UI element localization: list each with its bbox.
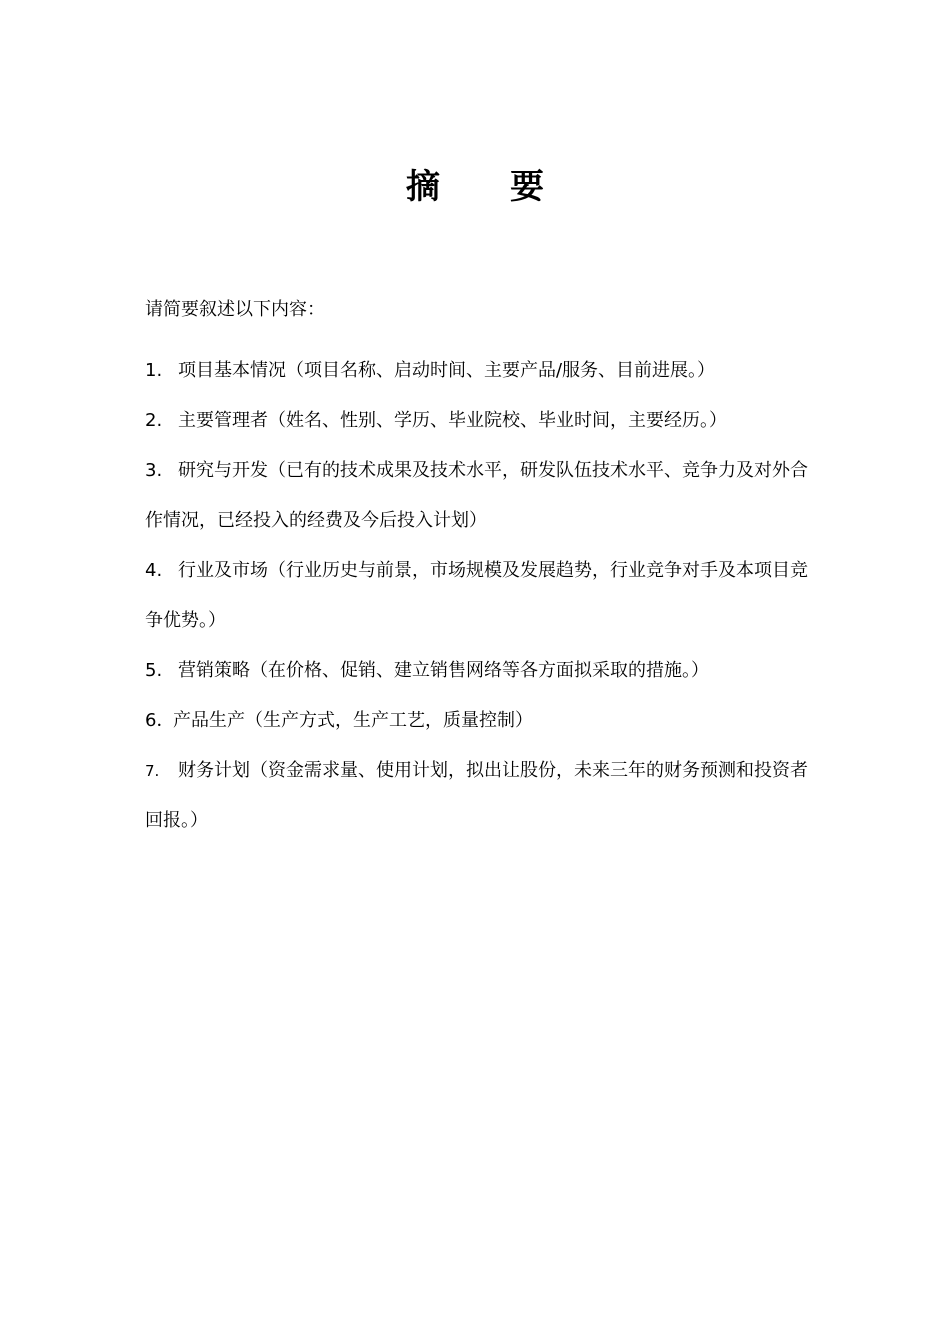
item-number: 5. — [145, 660, 163, 681]
item-text: 主要管理者（姓名、性别、学历、毕业院校、毕业时间，主要经历。） — [178, 410, 727, 431]
item-number: 7. — [145, 762, 160, 780]
item-text: 营销策略（在价格、促销、建立销售网络等各方面拟采取的措施。） — [178, 660, 709, 681]
title-char-1: 摘 — [406, 166, 440, 207]
item-text: 项目基本情况（项目名称、启动时间、主要产品/服务、目前进展。） — [178, 360, 716, 381]
item-text: 产品生产（生产方式，生产工艺，质量控制） — [173, 710, 533, 731]
item-number: 1. — [145, 360, 163, 381]
item-text: 财务计划（资金需求量、使用计划，拟出让股份，未来三年的财务预测和投资者回报。） — [145, 760, 808, 831]
list-item-7 — [145, 746, 815, 846]
item-text: 行业及市场（行业历史与前景，市场规模及发展趋势，行业竞争对手及本项目竞争优势。） — [145, 560, 808, 631]
list-item-4 — [145, 546, 815, 646]
list-item-6 — [145, 696, 815, 746]
list-item-5 — [145, 646, 815, 696]
list-item-1 — [145, 346, 815, 396]
item-text: 研究与开发（已有的技术成果及技术水平，研发队伍技术水平、竞争力及对外合作情况，已经投入的经费及今后投入计划） — [145, 460, 808, 531]
title-char-2: 要 — [510, 166, 544, 207]
item-number: 6． — [145, 710, 175, 731]
content-list — [145, 346, 815, 846]
page-title — [0, 158, 950, 208]
item-number: 4. — [145, 560, 163, 581]
list-item-2 — [145, 396, 815, 446]
item-number: 3. — [145, 460, 163, 481]
list-item-3 — [145, 446, 815, 546]
item-number: 2. — [145, 410, 163, 431]
intro-text: 请简要叙述以下内容： — [145, 299, 325, 320]
